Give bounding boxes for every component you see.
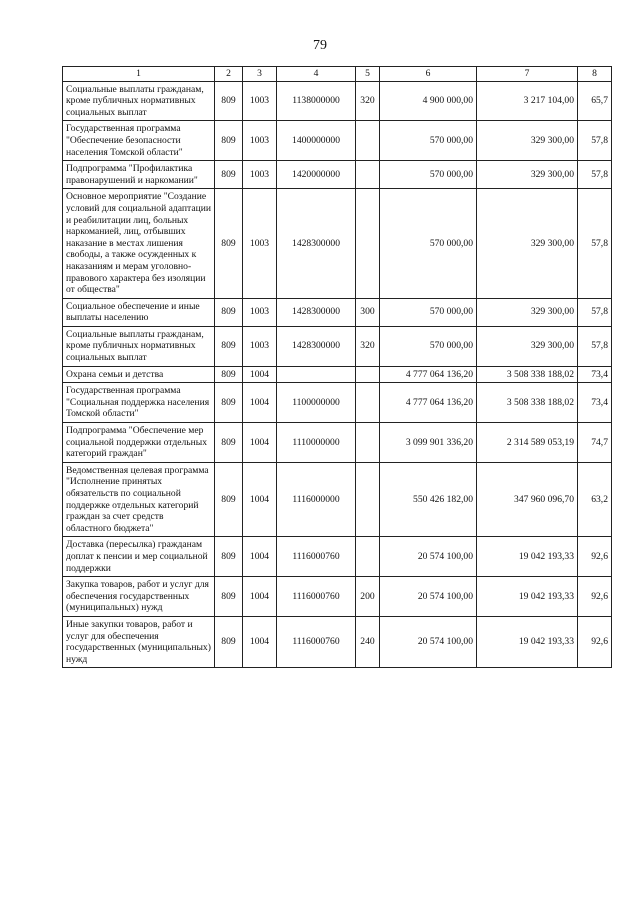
plan-amount-cell: 4 777 064 136,20 <box>380 366 477 383</box>
target-article-cell: 1400000000 <box>277 121 356 161</box>
percent-cell: 63,2 <box>578 462 612 537</box>
section-code-cell: 1004 <box>243 462 277 537</box>
department-code-cell: 809 <box>215 577 243 617</box>
column-header: 7 <box>477 67 578 82</box>
target-article-cell: 1116000760 <box>277 616 356 667</box>
section-code-cell: 1003 <box>243 161 277 189</box>
percent-cell: 57,8 <box>578 326 612 366</box>
table-row <box>63 462 612 537</box>
percent-cell: 92,6 <box>578 577 612 617</box>
department-code-cell: 809 <box>215 366 243 383</box>
section-code-cell: 1004 <box>243 423 277 463</box>
target-article-cell <box>277 366 356 383</box>
department-code-cell: 809 <box>215 81 243 121</box>
percent-cell: 73,4 <box>578 383 612 423</box>
plan-amount-cell: 20 574 100,00 <box>380 537 477 577</box>
department-code-cell: 809 <box>215 121 243 161</box>
row-name-cell: Социальные выплаты гражданам, кроме публичных нормативных социальных выплат <box>63 326 215 366</box>
expense-type-cell: 300 <box>356 298 380 326</box>
target-article-cell: 1100000000 <box>277 383 356 423</box>
section-code-cell: 1003 <box>243 189 277 298</box>
target-article-cell: 1428300000 <box>277 189 356 298</box>
table-row <box>63 326 612 366</box>
section-code-cell: 1004 <box>243 616 277 667</box>
column-header: 4 <box>277 67 356 82</box>
column-header: 2 <box>215 67 243 82</box>
row-name-cell: Основное мероприятие "Создание условий для социальной адаптации и реабилитации лиц, больных наркоманией, лиц, отбывших наказание в местах лишения свободы, а также осужденных к наказаниям и мерам уголовно-правового характера без изоляции от общества" <box>63 189 215 298</box>
actual-amount-cell: 19 042 193,33 <box>477 577 578 617</box>
target-article-cell: 1428300000 <box>277 298 356 326</box>
expense-type-cell <box>356 423 380 463</box>
plan-amount-cell: 20 574 100,00 <box>380 616 477 667</box>
plan-amount-cell: 570 000,00 <box>380 326 477 366</box>
department-code-cell: 809 <box>215 161 243 189</box>
percent-cell: 57,8 <box>578 298 612 326</box>
table-row <box>63 537 612 577</box>
header-row <box>63 67 612 82</box>
percent-cell: 92,6 <box>578 616 612 667</box>
target-article-cell: 1116000760 <box>277 537 356 577</box>
target-article-cell: 1420000000 <box>277 161 356 189</box>
expense-type-cell <box>356 189 380 298</box>
row-name-cell: Подпрограмма "Обеспечение мер социальной поддержки отдельных категорий граждан" <box>63 423 215 463</box>
table-row <box>63 81 612 121</box>
target-article-cell: 1138000000 <box>277 81 356 121</box>
target-article-cell: 1116000000 <box>277 462 356 537</box>
row-name-cell: Охрана семьи и детства <box>63 366 215 383</box>
section-code-cell: 1004 <box>243 577 277 617</box>
row-name-cell: Доставка (пересылка) гражданам доплат к пенсии и мер социальной поддержки <box>63 537 215 577</box>
actual-amount-cell: 329 300,00 <box>477 121 578 161</box>
department-code-cell: 809 <box>215 462 243 537</box>
plan-amount-cell: 550 426 182,00 <box>380 462 477 537</box>
section-code-cell: 1003 <box>243 326 277 366</box>
expense-type-cell <box>356 462 380 537</box>
section-code-cell: 1003 <box>243 81 277 121</box>
table-row <box>63 383 612 423</box>
target-article-cell: 1116000760 <box>277 577 356 617</box>
target-article-cell: 1110000000 <box>277 423 356 463</box>
plan-amount-cell: 570 000,00 <box>380 161 477 189</box>
expense-type-cell <box>356 366 380 383</box>
department-code-cell: 809 <box>215 189 243 298</box>
plan-amount-cell: 20 574 100,00 <box>380 577 477 617</box>
column-header: 6 <box>380 67 477 82</box>
row-name-cell: Ведомственная целевая программа "Исполнение принятых обязательств по социальной поддержке отдельных категорий граждан за счет средств областного бюджета" <box>63 462 215 537</box>
department-code-cell: 809 <box>215 298 243 326</box>
actual-amount-cell: 3 508 338 188,02 <box>477 383 578 423</box>
percent-cell: 65,7 <box>578 81 612 121</box>
section-code-cell: 1003 <box>243 121 277 161</box>
target-article-cell: 1428300000 <box>277 326 356 366</box>
table-row <box>63 161 612 189</box>
percent-cell: 57,8 <box>578 121 612 161</box>
table-row <box>63 189 612 298</box>
row-name-cell: Подпрограмма "Профилактика правонарушений и наркомании" <box>63 161 215 189</box>
section-code-cell: 1004 <box>243 366 277 383</box>
percent-cell: 73,4 <box>578 366 612 383</box>
plan-amount-cell: 570 000,00 <box>380 298 477 326</box>
row-name-cell: Социальные выплаты гражданам, кроме публичных нормативных социальных выплат <box>63 81 215 121</box>
plan-amount-cell: 4 900 000,00 <box>380 81 477 121</box>
plan-amount-cell: 4 777 064 136,20 <box>380 383 477 423</box>
section-code-cell: 1004 <box>243 537 277 577</box>
actual-amount-cell: 347 960 096,70 <box>477 462 578 537</box>
expense-type-cell <box>356 537 380 577</box>
page-number: 79 <box>313 38 327 53</box>
expense-type-cell: 200 <box>356 577 380 617</box>
section-code-cell: 1004 <box>243 383 277 423</box>
actual-amount-cell: 329 300,00 <box>477 298 578 326</box>
department-code-cell: 809 <box>215 616 243 667</box>
actual-amount-cell: 329 300,00 <box>477 161 578 189</box>
expense-type-cell: 320 <box>356 81 380 121</box>
row-name-cell: Закупка товаров, работ и услуг для обеспечения государственных (муниципальных) нужд <box>63 577 215 617</box>
column-header: 1 <box>63 67 215 82</box>
percent-cell: 57,8 <box>578 161 612 189</box>
row-name-cell: Государственная программа "Обеспечение безопасности населения Томской области" <box>63 121 215 161</box>
expense-type-cell <box>356 161 380 189</box>
expense-type-cell <box>356 121 380 161</box>
expense-type-cell: 320 <box>356 326 380 366</box>
table-row <box>63 298 612 326</box>
department-code-cell: 809 <box>215 326 243 366</box>
table-row <box>63 616 612 667</box>
table-row <box>63 121 612 161</box>
department-code-cell: 809 <box>215 537 243 577</box>
section-code-cell: 1003 <box>243 298 277 326</box>
column-header: 3 <box>243 67 277 82</box>
table-row <box>63 577 612 617</box>
actual-amount-cell: 3 508 338 188,02 <box>477 366 578 383</box>
percent-cell: 57,8 <box>578 189 612 298</box>
actual-amount-cell: 19 042 193,33 <box>477 616 578 667</box>
actual-amount-cell: 3 217 104,00 <box>477 81 578 121</box>
actual-amount-cell: 329 300,00 <box>477 326 578 366</box>
actual-amount-cell: 19 042 193,33 <box>477 537 578 577</box>
department-code-cell: 809 <box>215 383 243 423</box>
percent-cell: 74,7 <box>578 423 612 463</box>
row-name-cell: Государственная программа "Социальная поддержка населения Томской области" <box>63 383 215 423</box>
expense-type-cell: 240 <box>356 616 380 667</box>
row-name-cell: Иные закупки товаров, работ и услуг для обеспечения государственных (муниципальных) нужд <box>63 616 215 667</box>
row-name-cell: Социальное обеспечение и иные выплаты населению <box>63 298 215 326</box>
plan-amount-cell: 3 099 901 336,20 <box>380 423 477 463</box>
expense-type-cell <box>356 383 380 423</box>
table-row <box>63 423 612 463</box>
actual-amount-cell: 2 314 589 053,19 <box>477 423 578 463</box>
column-header: 5 <box>356 67 380 82</box>
column-header: 8 <box>578 67 612 82</box>
plan-amount-cell: 570 000,00 <box>380 189 477 298</box>
budget-execution-table <box>62 66 612 668</box>
table-row <box>63 366 612 383</box>
plan-amount-cell: 570 000,00 <box>380 121 477 161</box>
actual-amount-cell: 329 300,00 <box>477 189 578 298</box>
department-code-cell: 809 <box>215 423 243 463</box>
percent-cell: 92,6 <box>578 537 612 577</box>
